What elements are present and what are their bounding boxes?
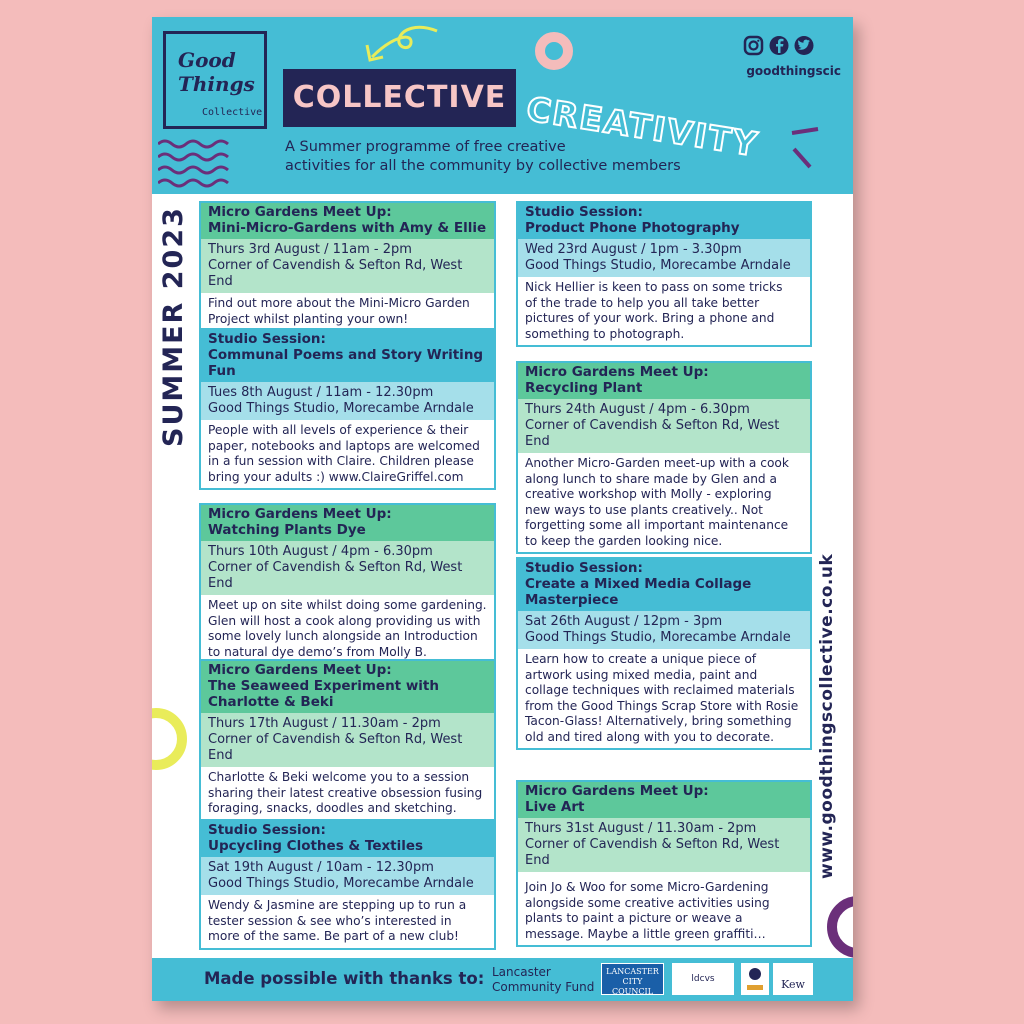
event-card — [199, 503, 496, 665]
poster — [152, 17, 853, 1001]
event-when — [201, 857, 494, 895]
event-card — [199, 201, 496, 332]
event-card — [516, 361, 812, 554]
logo-subtext: Collective — [202, 107, 263, 118]
event-title: Micro Gardens Meet Up: Watching Plants Dye — [201, 505, 494, 541]
event-date: Sat 26th August / 12pm - 3pm — [525, 614, 723, 629]
event-when — [518, 399, 810, 453]
event-card — [199, 328, 496, 490]
event-card — [516, 557, 812, 750]
fund-name: Lancaster Community Fund — [492, 965, 595, 994]
event-when — [201, 382, 494, 420]
event-description: Charlotte & Beki welcome you to a session sharing their latest creative obsession fusing foraging, snacks, doodles and sketching. — [208, 770, 483, 815]
event-date: Thurs 24th August / 4pm - 6.30pm — [525, 402, 750, 417]
sponsor-mark-icon — [741, 963, 769, 995]
event-title: Micro Gardens Meet Up: Live Art — [518, 782, 810, 818]
event-when — [201, 541, 494, 595]
footer — [152, 958, 853, 1001]
logo-text: Good — [178, 48, 236, 72]
wave-decoration-icon — [158, 138, 238, 188]
event-location: Good Things Studio, Morecambe Arndale — [208, 401, 474, 416]
title-word-creativity: CREATIVITY — [523, 89, 762, 165]
event-card — [199, 819, 496, 950]
event-date: Thurs 10th August / 4pm - 6.30pm — [208, 544, 433, 559]
event-description: Join Jo & Woo for some Micro-Gardening alongside some creative activities using plants to paint a picture or weave a message. Maybe a little green graffiti… — [525, 880, 770, 941]
arc-decoration-icon — [152, 699, 192, 779]
event-location: Good Things Studio, Morecambe Arndale — [525, 258, 791, 273]
event-description: Find out more about the Mini-Micro Garden Project whilst planting your own! — [208, 296, 470, 326]
donut-decoration-icon — [534, 31, 574, 71]
thanks-text: Made possible with thanks to: — [204, 969, 485, 988]
event-title: Micro Gardens Meet Up: The Seaweed Experiment with Charlotte & Beki — [201, 661, 494, 713]
event-when — [518, 818, 810, 872]
arrow-icon — [357, 23, 447, 68]
event-location: Corner of Cavendish & Sefton Rd, West End — [525, 418, 780, 449]
event-card — [516, 780, 812, 947]
subtitle — [285, 138, 705, 176]
dash-decoration-icon — [788, 127, 828, 177]
event-title: Micro Gardens Meet Up: Mini-Micro-Gardens with Amy & Ellie — [201, 203, 494, 239]
event-when — [201, 713, 494, 767]
logo-text: Things — [178, 72, 255, 96]
social-handle: goodthingscic — [746, 64, 841, 78]
social-icons — [743, 35, 823, 57]
event-title: Studio Session: Create a Mixed Media Collage Masterpiece — [518, 559, 810, 611]
event-description: Learn how to create a unique piece of artwork using mixed media, paint and collage techniques with reclaimed materials from the Good Things Scrap Store with Rosie Tacon-Glass! Alternatively, bring something old and tired along with you to decorate. — [525, 652, 799, 744]
event-location: Corner of Cavendish & Sefton Rd, West End — [208, 560, 463, 591]
subtitle-line: activities for all the community by collective members — [285, 158, 681, 174]
event-date: Sat 19th August / 10am - 12.30pm — [208, 860, 434, 875]
event-location: Corner of Cavendish & Sefton Rd, West End — [525, 837, 780, 868]
event-date: Wed 23rd August / 1pm - 3.30pm — [525, 242, 742, 257]
event-card — [199, 659, 496, 822]
event-date: Thurs 17th August / 11.30am - 2pm — [208, 716, 441, 731]
kew-logo: Kew — [773, 963, 813, 995]
season-label: SUMMER 2023 — [158, 206, 189, 447]
event-description: Wendy & Jasmine are stepping up to run a tester session & see who’s interested in more of the same. Be part of a new club! — [208, 898, 467, 943]
instagram-icon — [745, 37, 762, 54]
event-description: Nick Hellier is keen to pass on some tricks of the trade to help you all take better pictures of your work. Bring a phone and something to photograph. — [525, 280, 783, 341]
arc-decoration-icon — [824, 889, 853, 965]
event-date: Thurs 31st August / 11.30am - 2pm — [525, 821, 757, 836]
event-description: Meet up on site whilst doing some gardening. Glen will host a cook along providing us with some lovely lunch alongside an Introduction to natural dye demo’s from Molly B. — [208, 598, 487, 659]
event-location: Corner of Cavendish & Sefton Rd, West End — [208, 258, 463, 289]
title-banner — [283, 69, 516, 127]
logo — [163, 31, 267, 129]
sponsor-logo — [741, 963, 769, 995]
lancaster-council-logo: LANCASTER CITY COUNCIL — [601, 963, 664, 995]
event-description: Another Micro-Garden meet-up with a cook along lunch to share made by Glen and a creative workshop with Molly - exploring new ways to use plants creatively.. Not forgetting some all important maintenance to keep the garden looking nice. — [525, 456, 789, 548]
event-location: Good Things Studio, Morecambe Arndale — [208, 876, 474, 891]
event-title: Micro Gardens Meet Up: Recycling Plant — [518, 363, 810, 399]
event-description: People with all levels of experience & their paper, notebooks and laptops are welcomed in a fun session with Claire. Children please bring your adults :) www.ClaireGriffel.com — [208, 423, 480, 484]
event-date: Tues 8th August / 11am - 12.30pm — [208, 385, 434, 400]
title-word-collective: COLLECTIVE — [292, 80, 507, 115]
event-when — [518, 239, 810, 277]
event-title: Studio Session: Product Phone Photography — [518, 203, 810, 239]
ldcvs-logo: ldcvs — [672, 963, 734, 995]
event-title: Studio Session: Communal Poems and Story Writing Fun — [201, 330, 494, 382]
event-when — [201, 239, 494, 293]
event-title: Studio Session: Upcycling Clothes & Textiles — [201, 821, 494, 857]
facebook-icon — [770, 36, 789, 55]
subtitle-line: A Summer programme of free creative — [285, 139, 566, 155]
event-when — [518, 611, 810, 649]
event-date: Thurs 3rd August / 11am - 2pm — [208, 242, 412, 257]
twitter-icon — [795, 36, 814, 55]
event-location: Corner of Cavendish & Sefton Rd, West End — [208, 732, 463, 763]
event-location: Good Things Studio, Morecambe Arndale — [525, 630, 791, 645]
website-url[interactable]: www.goodthingscollective.co.uk — [817, 553, 837, 879]
header — [152, 17, 853, 194]
event-card — [516, 201, 812, 347]
